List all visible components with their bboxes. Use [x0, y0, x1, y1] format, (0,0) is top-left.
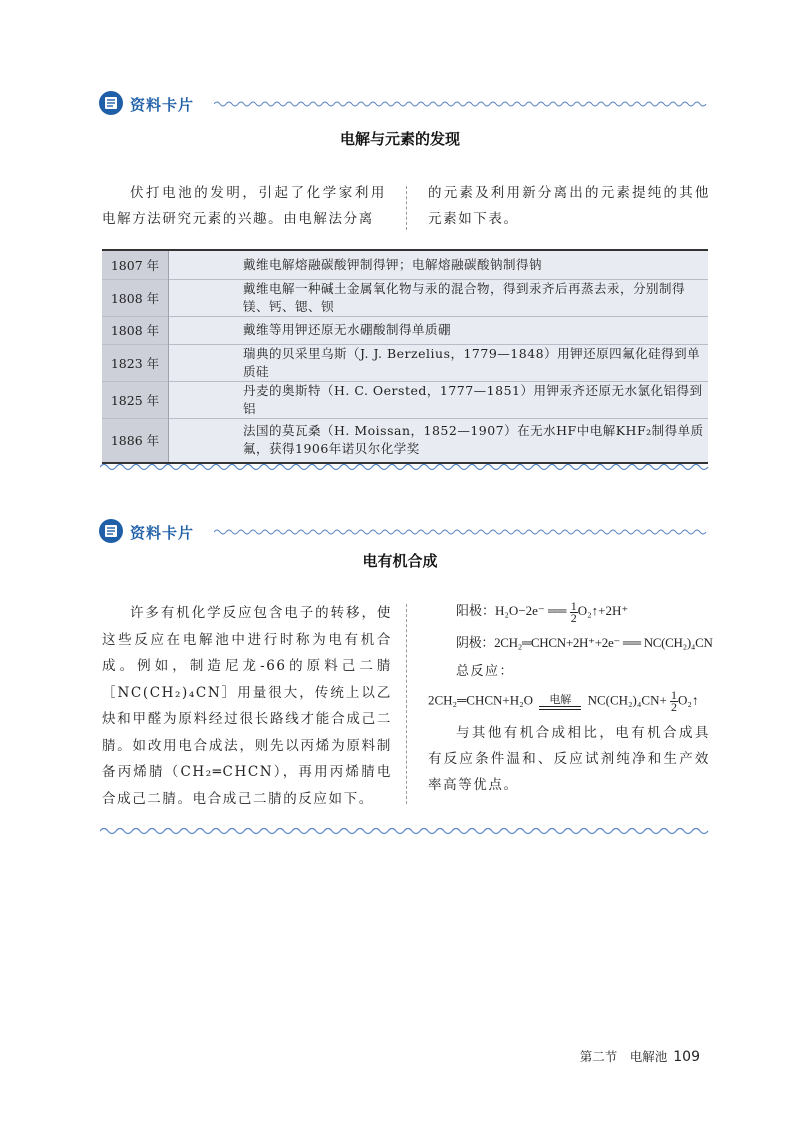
anode-eq-text: H₂O−2e⁻ ══	[495, 603, 567, 618]
column-divider	[406, 604, 407, 804]
table-row	[102, 418, 708, 463]
page-number: 109	[673, 1049, 700, 1065]
card2-label: 资料卡片	[130, 524, 195, 542]
year-cell: 1825 年	[102, 381, 169, 418]
overall-tail: O₂↑	[678, 692, 699, 708]
overall-left: 2CH₂═CHCN+H₂O	[428, 692, 534, 708]
year-cell: 1807 年	[102, 250, 169, 279]
event-cell: 戴维电解一种碱土金属氧化物与汞的混合物，得到汞齐后再蒸去汞，分别制得镁、钙、锶、钡	[169, 279, 709, 316]
anode-prefix: 阳极：	[456, 603, 496, 618]
card2-bottom-wave	[100, 826, 710, 836]
year-cell: 1823 年	[102, 344, 169, 381]
card1-right-paragraph: 的元素及利用新分离出的元素提纯的其他元素如下表。	[428, 185, 710, 227]
event-cell: 丹麦的奥斯特（H. C. Oersted，1777—1851）用钾汞齐还原无水氯化铝得到铝	[169, 381, 709, 418]
half-fraction: $\frac{1}{2}$	[671, 688, 678, 714]
anode-equation	[456, 600, 628, 624]
card2-header	[98, 518, 710, 548]
year-cell: 1808 年	[102, 316, 169, 344]
card1-bottom-wave	[100, 462, 710, 472]
document-card-icon	[98, 518, 124, 544]
year-cell: 1808 年	[102, 279, 169, 316]
event-cell: 法国的莫瓦桑（H. Moissan，1852—1907）在无水HF中电解KHF₂制得单质氟，获得1906年诺贝尔化学奖	[169, 418, 709, 463]
cathode-equation	[456, 632, 713, 651]
header-wave-divider	[214, 528, 710, 536]
column-divider	[406, 186, 407, 230]
card1-left-paragraph: 伏打电池的发明，引起了化学家利用电解方法研究元素的兴趣。由电解法分离	[102, 185, 386, 227]
year-cell: 1886 年	[102, 418, 169, 463]
cathode-eq-text: 2CH₂═CHCN+2H⁺+2e⁻ ══ NC(CH₂)₄CN	[494, 635, 713, 650]
header-wave-divider	[214, 100, 710, 108]
table-row	[102, 279, 708, 316]
cathode-prefix: 阴极：	[456, 635, 495, 650]
event-cell: 戴维电解熔融碳酸钾制得钾；电解熔融碳酸钠制得钠	[169, 250, 709, 279]
card2-title: 电有机合成	[362, 552, 438, 570]
section-name: 第二节 电解池	[579, 1049, 668, 1064]
table-row	[102, 316, 708, 344]
table-row	[102, 344, 708, 381]
event-cell: 戴维等用钾还原无水硼酸制得单质硼	[169, 316, 709, 344]
overall-label: 总反应：	[456, 664, 515, 679]
electrolysis-arrow	[539, 694, 581, 710]
card2-right-paragraph: 与其他有机合成相比，电有机合成具有反应条件温和、反应试剂纯净和生产效率高等优点。	[428, 725, 710, 793]
card2-left-paragraph: 许多有机化学反应包含电子的转移，使这些反应在电解池中进行时称为电有机合成。例如，制造尼龙-66的原料己二腈［NC(CH₂)₄CN］用量很大，传统上以乙炔和甲醛为原料经过很长路线才能合成己二腈。如改用电合成法，则先以丙烯为原料制备丙烯腈（CH₂═CHCN），再用丙烯腈电合成己二腈。电合成己二腈的反应如下。	[102, 605, 392, 807]
element-discovery-table	[102, 249, 708, 464]
overall-equation	[428, 690, 698, 713]
event-cell: 瑞典的贝采里乌斯（J. J. Berzelius，1779—1848）用钾还原四氟化硅得到单质硅	[169, 344, 709, 381]
anode-eq-tail: O₂↑+2H⁺	[577, 603, 629, 618]
card1-header	[98, 90, 710, 120]
card1-label: 资料卡片	[130, 96, 195, 114]
table-row	[102, 250, 708, 279]
half-fraction: $\frac{1}{2}$	[570, 598, 577, 625]
page-footer	[580, 1047, 700, 1065]
overall-right: NC(CH₂)₄CN+	[587, 692, 667, 708]
table-row	[102, 381, 708, 418]
electrolysis-condition: 电解	[549, 692, 572, 706]
document-card-icon	[98, 90, 124, 116]
card1-title: 电解与元素的发现	[339, 130, 460, 148]
